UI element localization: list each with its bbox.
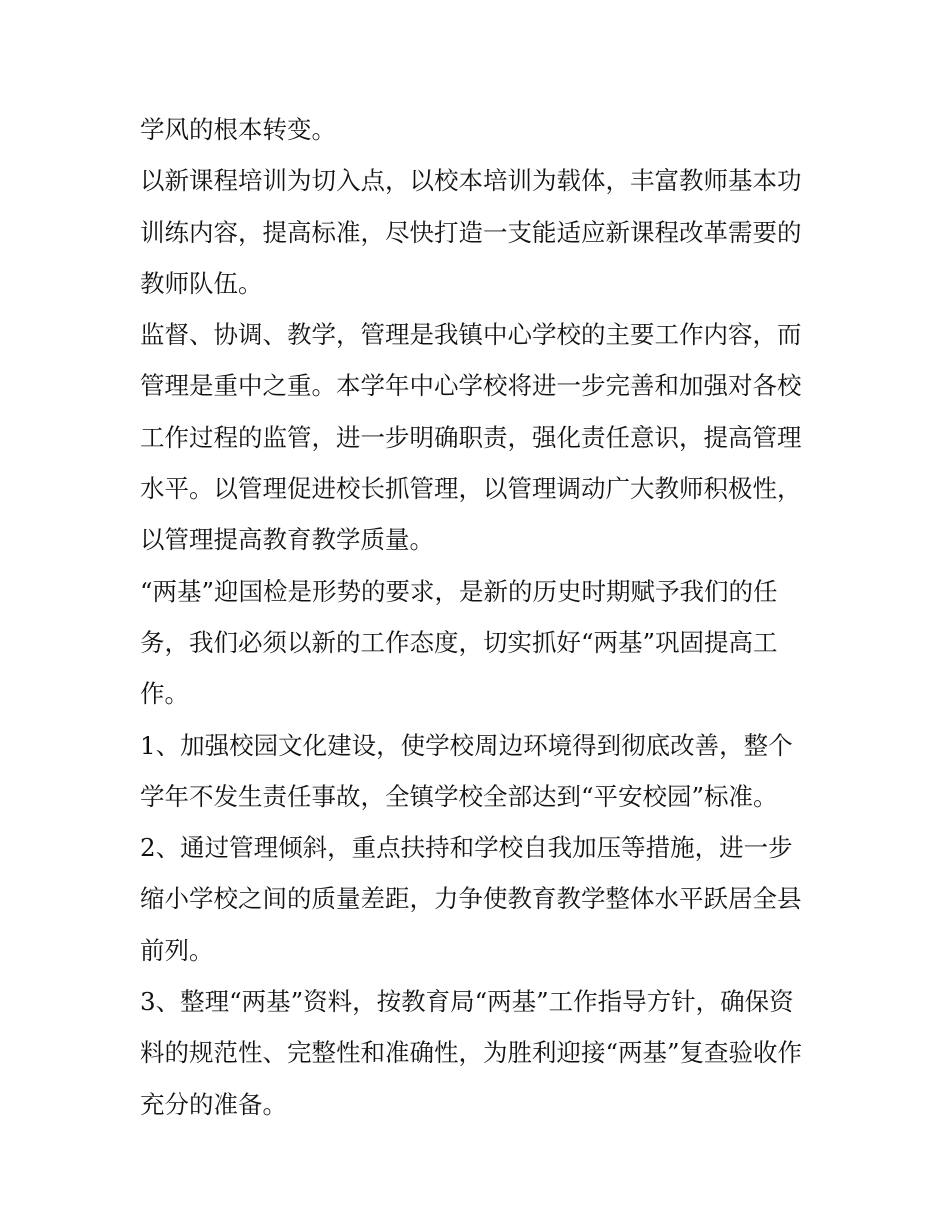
text-line: 学年不发生责任事故，全镇学校全部达到“平安校园”标准。 bbox=[140, 781, 778, 811]
text-line: 水平。以管理促进校长抓管理，以管理调动广大教师积极性， bbox=[140, 474, 802, 504]
text-line: 1、加强校园文化建设，使学校周边环境得到彻底改善，整个 bbox=[140, 730, 793, 760]
text-line: 缩小学校之间的质量差距，力争使教育教学整体水平跃居全县 bbox=[140, 884, 802, 914]
text-line: 学风的根本转变。 bbox=[140, 115, 336, 144]
text-line: 监督、协调、教学，管理是我镇中心学校的主要工作内容，而 bbox=[140, 320, 802, 350]
text-line: 务，我们必须以新的工作态度，切实抓好“两基”巩固提高工 bbox=[140, 627, 778, 657]
text-line: 2、通过管理倾斜，重点扶持和学校自我加压等措施，进一步 bbox=[140, 833, 793, 863]
text-line: 作。 bbox=[140, 679, 189, 709]
text-line: 3、整理“两基”资料，按教育局“两基”工作指导方针，确保资 bbox=[140, 987, 794, 1017]
text-line: 以管理提高教育教学质量。 bbox=[140, 525, 434, 555]
text-line: 训练内容，提高标准，尽快打造一支能适应新课程改革需要的 bbox=[140, 217, 802, 247]
text-line: 工作过程的监管，进一步明确职责，强化责任意识，提高管理 bbox=[140, 422, 802, 452]
text-line: 教师队伍。 bbox=[140, 268, 263, 298]
document-body bbox=[140, 104, 820, 1130]
text-line: 以新课程培训为切入点，以校本培训为载体，丰富教师基本功 bbox=[140, 166, 802, 196]
text-line: 料的规范性、完整性和准确性，为胜利迎接“两基”复查验收作 bbox=[140, 1038, 803, 1068]
text-line: 充分的准备。 bbox=[140, 1089, 287, 1119]
text-line: “两基”迎国检是形势的要求，是新的历史时期赋予我们的任 bbox=[140, 576, 778, 606]
text-line: 管理是重中之重。本学年中心学校将进一步完善和加强对各校 bbox=[140, 371, 802, 401]
text-line: 前列。 bbox=[140, 935, 214, 965]
